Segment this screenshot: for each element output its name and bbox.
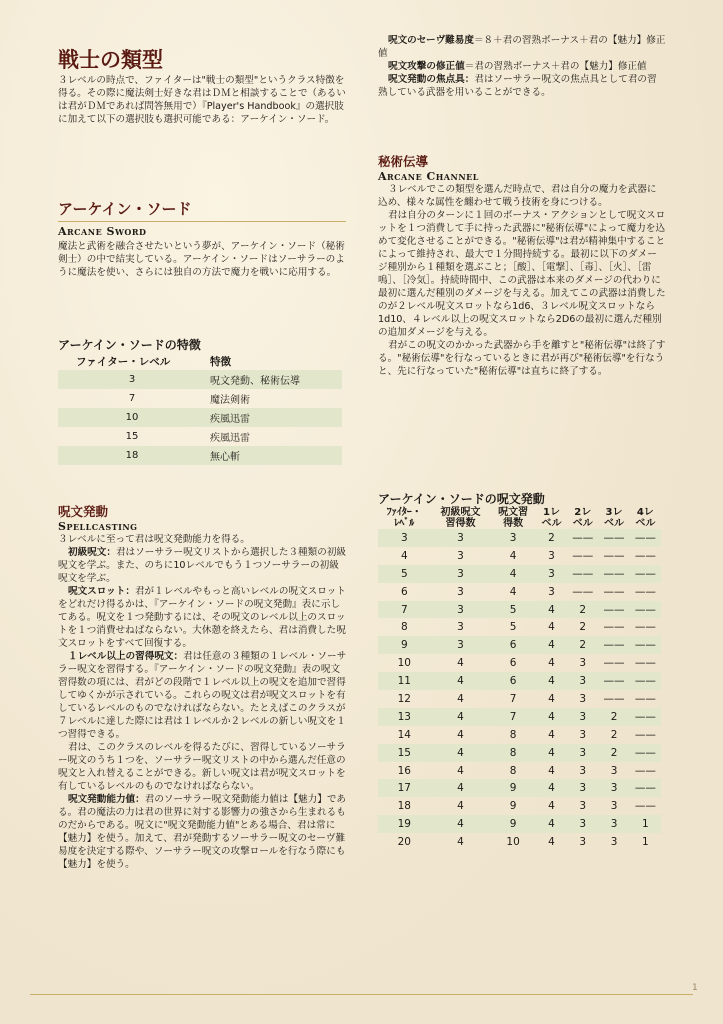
features-table-section <box>58 336 348 465</box>
table-cell: 8 <box>400 621 408 634</box>
arcane-channel-heading: 秘術伝導 <box>378 154 429 169</box>
table-cell: 4 <box>457 657 464 670</box>
page-title: 戦士の類型 <box>58 47 163 72</box>
table-cell: 4 <box>548 692 555 705</box>
table-cell: 3 <box>490 529 536 547</box>
table-cell: 2 <box>598 744 629 762</box>
arcane-channel-p1: ３レベルでこの類型を選んだ時点で、君は自分の魔力を武器に込め、様々な属性を纏わせて戦う技術を身につける。 <box>378 184 657 208</box>
table-cell: 4 <box>457 728 464 741</box>
table-row <box>378 601 661 619</box>
known-label: １レベル以上の習得呪文： <box>68 651 184 662</box>
table-cell: 9 <box>490 779 536 797</box>
table-cell: 4 <box>431 779 491 797</box>
spell-rules-block <box>378 34 666 99</box>
focus-label: 呪文発動の焦点具： <box>388 74 475 85</box>
table-cell: 11 <box>378 672 431 690</box>
table-cell: 8 <box>509 764 517 777</box>
table-cell: 7 <box>509 692 517 705</box>
table-cell: 3 <box>548 585 555 598</box>
table-cell: 14 <box>397 728 411 741</box>
arcane-sword-description: 魔法と武術を融合させたいという夢が、アーケイン・ソード（秘術剣士）の中で結実している。アーケイン・ソードはソーサラーのように魔法を使い、さらには独自の方法で魔力を戦いに応用する。 <box>58 241 345 278</box>
table-cell: —— <box>567 565 598 583</box>
table-cell: 3 <box>536 565 567 583</box>
table-cell: 7 <box>378 601 431 619</box>
table-cell: —— <box>603 549 625 562</box>
spell-table-section <box>378 490 666 851</box>
table-cell: —— <box>603 657 625 670</box>
table-cell: 3 <box>567 815 598 833</box>
spellcasting-intro: ３レベルに至って君は呪文発動能力を得る。 <box>58 534 250 545</box>
table-cell: 3 <box>548 549 555 562</box>
footer-divider <box>30 994 693 995</box>
table-cell: 3 <box>431 601 491 619</box>
table-cell: —— <box>630 565 661 583</box>
table-cell: 4 <box>536 708 567 726</box>
save-dc-paragraph <box>378 34 666 60</box>
table-cell: 3 <box>567 672 598 690</box>
table-cell: 3 <box>567 779 598 797</box>
table-cell: —— <box>567 529 598 547</box>
attack-label: 呪文攻撃の修正値 <box>388 61 465 72</box>
page-number: 1 <box>692 983 698 993</box>
table-cell: 4 <box>536 744 567 762</box>
spell-table-col-header: 4レ ベル <box>635 507 656 529</box>
cantrips-label: 初級呪文： <box>68 547 116 558</box>
table-cell: 3 <box>579 692 587 705</box>
table-row <box>378 690 661 708</box>
table-cell: 7 <box>128 393 136 404</box>
table-cell: 17 <box>378 779 431 797</box>
table-cell: 3 <box>579 836 587 849</box>
table-cell: 4 <box>548 657 555 670</box>
table-row <box>378 797 661 815</box>
table-cell: 6 <box>400 585 408 598</box>
table-cell: 16 <box>397 764 411 777</box>
table-cell: 3 <box>58 370 206 389</box>
table-cell: —— <box>634 621 656 634</box>
attack-paragraph <box>378 60 666 73</box>
table-cell: 4 <box>536 601 567 619</box>
save-dc-label: 呪文のセーヴ難易度 <box>388 35 474 46</box>
table-cell: —— <box>603 585 625 598</box>
ability-label: 呪文発動能力値： <box>68 794 145 805</box>
table-row <box>378 672 661 690</box>
spell-table-header <box>378 507 661 529</box>
spell-table-col-header: 初級呪文 習得数 <box>440 507 481 529</box>
table-cell: 9 <box>378 636 431 654</box>
arcane-sword-heading: アーケイン・ソード <box>58 198 346 222</box>
table-cell: 10 <box>58 408 206 427</box>
table-row <box>378 815 661 833</box>
table-cell: 2 <box>579 621 587 634</box>
table-cell: —— <box>634 800 656 813</box>
table-cell: 10 <box>397 657 411 670</box>
table-row <box>378 529 661 547</box>
table-cell: —— <box>598 601 629 619</box>
table-cell: 3 <box>579 800 587 813</box>
table-cell: —— <box>598 565 629 583</box>
cantrips-paragraph <box>58 546 348 585</box>
table-row <box>378 654 661 672</box>
table-row <box>378 565 661 583</box>
table-cell: 19 <box>378 815 431 833</box>
table-cell: 18 <box>397 800 411 813</box>
table-cell: —— <box>598 636 629 654</box>
table-cell: —— <box>630 601 661 619</box>
table-cell: 20 <box>397 836 411 849</box>
table-cell: 4 <box>431 672 491 690</box>
table-cell: —— <box>634 549 656 562</box>
table-cell: —— <box>630 672 661 690</box>
table-cell: 2 <box>610 728 618 741</box>
table-row <box>378 708 661 726</box>
table-row <box>378 744 661 762</box>
table-cell: —— <box>634 764 656 777</box>
table-cell: 4 <box>536 779 567 797</box>
table-cell: 4 <box>457 764 464 777</box>
slots-paragraph <box>58 585 348 650</box>
table-cell: 4 <box>548 836 555 849</box>
table-cell: 8 <box>509 728 517 741</box>
table-cell: 4 <box>490 565 536 583</box>
table-row <box>58 370 342 389</box>
table-cell: 6 <box>509 657 517 670</box>
table-row <box>58 446 342 465</box>
table-cell: 4 <box>509 549 517 562</box>
table-cell: 8 <box>490 744 536 762</box>
table-cell: 3 <box>567 708 598 726</box>
table-cell: —— <box>603 621 625 634</box>
table-cell: 3 <box>598 779 629 797</box>
ability-paragraph <box>58 793 348 871</box>
table-cell: 3 <box>610 836 618 849</box>
table-cell: 4 <box>548 800 555 813</box>
attack-text: ＝君の習熟ボーナス＋君の【魅力】修正値 <box>464 61 647 72</box>
table-cell: 13 <box>378 708 431 726</box>
ability-text: 君のソーサラー呪文発動能力値は【魅力】である。君の魔法の力は君の世界に対する影響力の強さから生まれるものだからである。呪文に"呪文発動能力値"とある場合、君は常に【魅力】を使う。加えて、君が発動するソーサラー呪文のセーヴ難易度を決定する際や、ソーサラー呪文の攻撃ロールを行なう際にも【魅力】を使う。 <box>58 794 347 870</box>
features-table-title: アーケイン・ソードの特徴 <box>58 338 201 352</box>
table-cell: 4 <box>536 672 567 690</box>
table-cell: 6 <box>490 672 536 690</box>
table-cell: 9 <box>490 815 536 833</box>
focus-paragraph <box>378 73 666 99</box>
table-cell: 7 <box>490 708 536 726</box>
table-cell: 4 <box>457 692 464 705</box>
table-row <box>58 408 342 427</box>
spellcasting-section <box>58 502 348 871</box>
table-row <box>378 833 661 851</box>
arcane-channel-section <box>378 152 666 378</box>
table-cell: 3 <box>431 636 491 654</box>
table-cell: —— <box>603 692 625 705</box>
table-row <box>58 389 342 408</box>
spell-table-body <box>378 529 661 851</box>
table-cell: —— <box>630 636 661 654</box>
table-cell: —— <box>630 744 661 762</box>
arcane-channel-p3: 君がこの呪文のかかった武器から手を離すと"秘術伝導"は終了する。"秘術伝導"を行なっているときに君が再び"秘術伝導"を行なうと、先に行なっていた"秘術伝導"は直ちに終了する。 <box>378 340 666 377</box>
cantrips-text: 君はソーサラー呪文リストから選択した３種類の初級呪文を学ぶ。また、のちに10レベルでもう１つソーサラーの初級呪文を学ぶ。 <box>58 547 347 584</box>
table-row <box>378 618 661 636</box>
table-cell: —— <box>572 585 594 598</box>
table-cell: 3 <box>457 585 464 598</box>
table-cell: 1 <box>641 836 649 849</box>
known-text: 君は任意の３種類の１レベル・ソーサラー呪文を習得する。『アーケイン・ソードの呪文発動』表の呪文習得数の項には、君がどの段階で１レベル以上の呪文を追加で習得してゆくかが示されている。これらの呪文は君が呪文スロットを有しているレベルのものでなければならない。たとえばこのクラスが７レベルに達した際には君は１レベルか２レベルの新しい呪文を１つ習得できる。 <box>58 651 347 740</box>
spell-table-col-header: 呪文習 得数 <box>498 507 529 529</box>
table-cell: —— <box>630 779 661 797</box>
table-row <box>378 636 661 654</box>
table-cell: 10 <box>506 836 520 849</box>
arcane-channel-subtitle: Arcane Channel <box>378 170 479 183</box>
table-cell: 4 <box>548 764 555 777</box>
table-row <box>58 427 342 446</box>
slots-text: 君が１レベルやもっと高いレベルの呪文スロットをどれだけ得るかは、『アーケイン・ソードの呪文発動』表に示してある。呪文を１つ発動するには、その呪文のレベル以上のスロットを１つ消費せねばならない。大休憩を終えたら、君は消費した呪文スロットをすべて回復する。 <box>58 586 346 649</box>
table-cell: 4 <box>548 728 555 741</box>
features-col-level: ファイター・レベル <box>76 356 171 368</box>
table-cell: 4 <box>536 636 567 654</box>
table-cell: —— <box>630 529 661 547</box>
table-cell: —— <box>634 728 656 741</box>
table-cell: 疾風迅雷 <box>206 408 342 427</box>
table-cell: 6 <box>490 636 536 654</box>
table-cell: 5 <box>490 601 536 619</box>
table-cell: 5 <box>509 621 517 634</box>
table-row <box>378 583 661 601</box>
table-cell: 4 <box>509 585 517 598</box>
table-cell: 3 <box>431 565 491 583</box>
table-cell: 3 <box>598 815 629 833</box>
spell-table-col-header: ﾌｧｲﾀｰ・ ﾚﾍﾞﾙ <box>386 507 422 529</box>
table-cell: —— <box>572 549 594 562</box>
table-cell: 2 <box>598 708 629 726</box>
spell-table-title: アーケイン・ソードの呪文発動 <box>378 492 545 506</box>
features-table <box>58 353 342 465</box>
table-cell: 無心斬 <box>206 446 342 465</box>
table-cell: 4 <box>431 708 491 726</box>
table-cell: 3 <box>457 621 464 634</box>
table-row <box>378 547 661 565</box>
arcane-channel-p2: 君は自分のターンに１回のボーナス・アクションとして呪文スロットを１つ消費して手に持った武器に"秘術伝導"によって魔力を込めて変化させることができる。"秘術伝導"は君が精神集中することによって維持され、最大で１分間持続する。最初に以下のダメージ種別から１種類を選ぶこと；［酸］、［電撃］、［毒］、［火］、［雷鳴］、［冷気］。持続時間中、この武器は本来のダメージの代わりに最初に選んだ種別のダメージを与える。加えてこの武器は消費したのが２レベル呪文スロットなら1d6、３レベル呪文スロットなら1d10、４レベル以上の呪文スロットなら2D6の最初に選んだ種別の追加ダメージを与える。 <box>378 210 666 338</box>
table-cell: 疾風迅雷 <box>210 433 250 444</box>
table-cell: 3 <box>579 764 587 777</box>
table-cell: 3 <box>378 529 431 547</box>
spell-table-col-header: 1レ ベル <box>541 507 562 529</box>
table-cell: 3 <box>610 800 618 813</box>
table-cell: —— <box>598 672 629 690</box>
table-cell: 4 <box>431 744 491 762</box>
slots-label: 呪文スロット： <box>68 586 135 597</box>
spellcasting-subtitle: Spellcasting <box>58 520 138 533</box>
table-cell: 4 <box>400 549 408 562</box>
table-cell: 魔法剣術 <box>210 395 250 406</box>
table-cell: 15 <box>378 744 431 762</box>
table-cell: 3 <box>579 657 587 670</box>
table-cell: —— <box>630 708 661 726</box>
table-cell: 5 <box>378 565 431 583</box>
table-cell: 3 <box>567 744 598 762</box>
table-cell: 4 <box>536 815 567 833</box>
intro-paragraph: ３レベルの時点で、ファイターは"戦士の類型"というクラス特徴を得る。その際に魔法剣士好きな君はＤＭと相談することで（あるいは君がＤＭであれば問答無用で）『Player's Handbook』の選択肢に加えて以下の選択肢も選択可能である：アーケイン・ソード。 <box>58 75 346 125</box>
table-cell: 4 <box>548 621 555 634</box>
spell-table-col-header: 2レ ベル <box>572 507 593 529</box>
table-cell: 15 <box>125 431 139 442</box>
table-cell: —— <box>634 585 656 598</box>
table-cell: 12 <box>397 692 411 705</box>
save-dc-text: ＝８＋君の習熟ボーナス＋君の【魅力】修正値 <box>378 35 666 59</box>
table-cell: 18 <box>58 446 206 465</box>
replace-paragraph: 君は、このクラスのレベルを得るたびに、習得しているソーサラー呪文のうち１つを、ソーサラー呪文リストの中から選んだ任意の呪文と入れ替えることができる。新しい呪文は君が呪文スロットを有しているレベルのものでなければならない。 <box>58 742 346 792</box>
table-cell: 9 <box>509 800 517 813</box>
spellcasting-heading: 呪文発動 <box>58 504 109 519</box>
table-cell: 1 <box>630 815 661 833</box>
spellcasting-table <box>378 507 661 851</box>
focus-text: 君はソーサラー呪文の焦点具として君の習熟している武器を用いることができる。 <box>378 74 657 98</box>
features-col-feature: 特徴 <box>210 356 231 368</box>
table-cell: 2 <box>567 601 598 619</box>
table-cell: 2 <box>536 529 567 547</box>
table-cell: 3 <box>431 529 491 547</box>
table-cell: —— <box>634 692 656 705</box>
table-cell: 4 <box>457 800 464 813</box>
arcane-sword-section <box>58 198 346 279</box>
table-cell: 4 <box>431 815 491 833</box>
arcane-sword-subtitle: Arcane Sword <box>58 225 147 238</box>
table-cell: 呪文発動、秘術伝導 <box>206 370 342 389</box>
table-cell: 3 <box>457 549 464 562</box>
table-cell: 4 <box>457 836 464 849</box>
table-row <box>378 726 661 744</box>
table-row <box>378 762 661 780</box>
known-paragraph <box>58 650 348 741</box>
table-cell: 3 <box>610 764 618 777</box>
table-cell: 2 <box>567 636 598 654</box>
table-cell: —— <box>598 529 629 547</box>
table-cell: —— <box>634 657 656 670</box>
spell-table-col-header: 3レ ベル <box>604 507 625 529</box>
table-row <box>378 779 661 797</box>
table-cell: 3 <box>579 728 587 741</box>
